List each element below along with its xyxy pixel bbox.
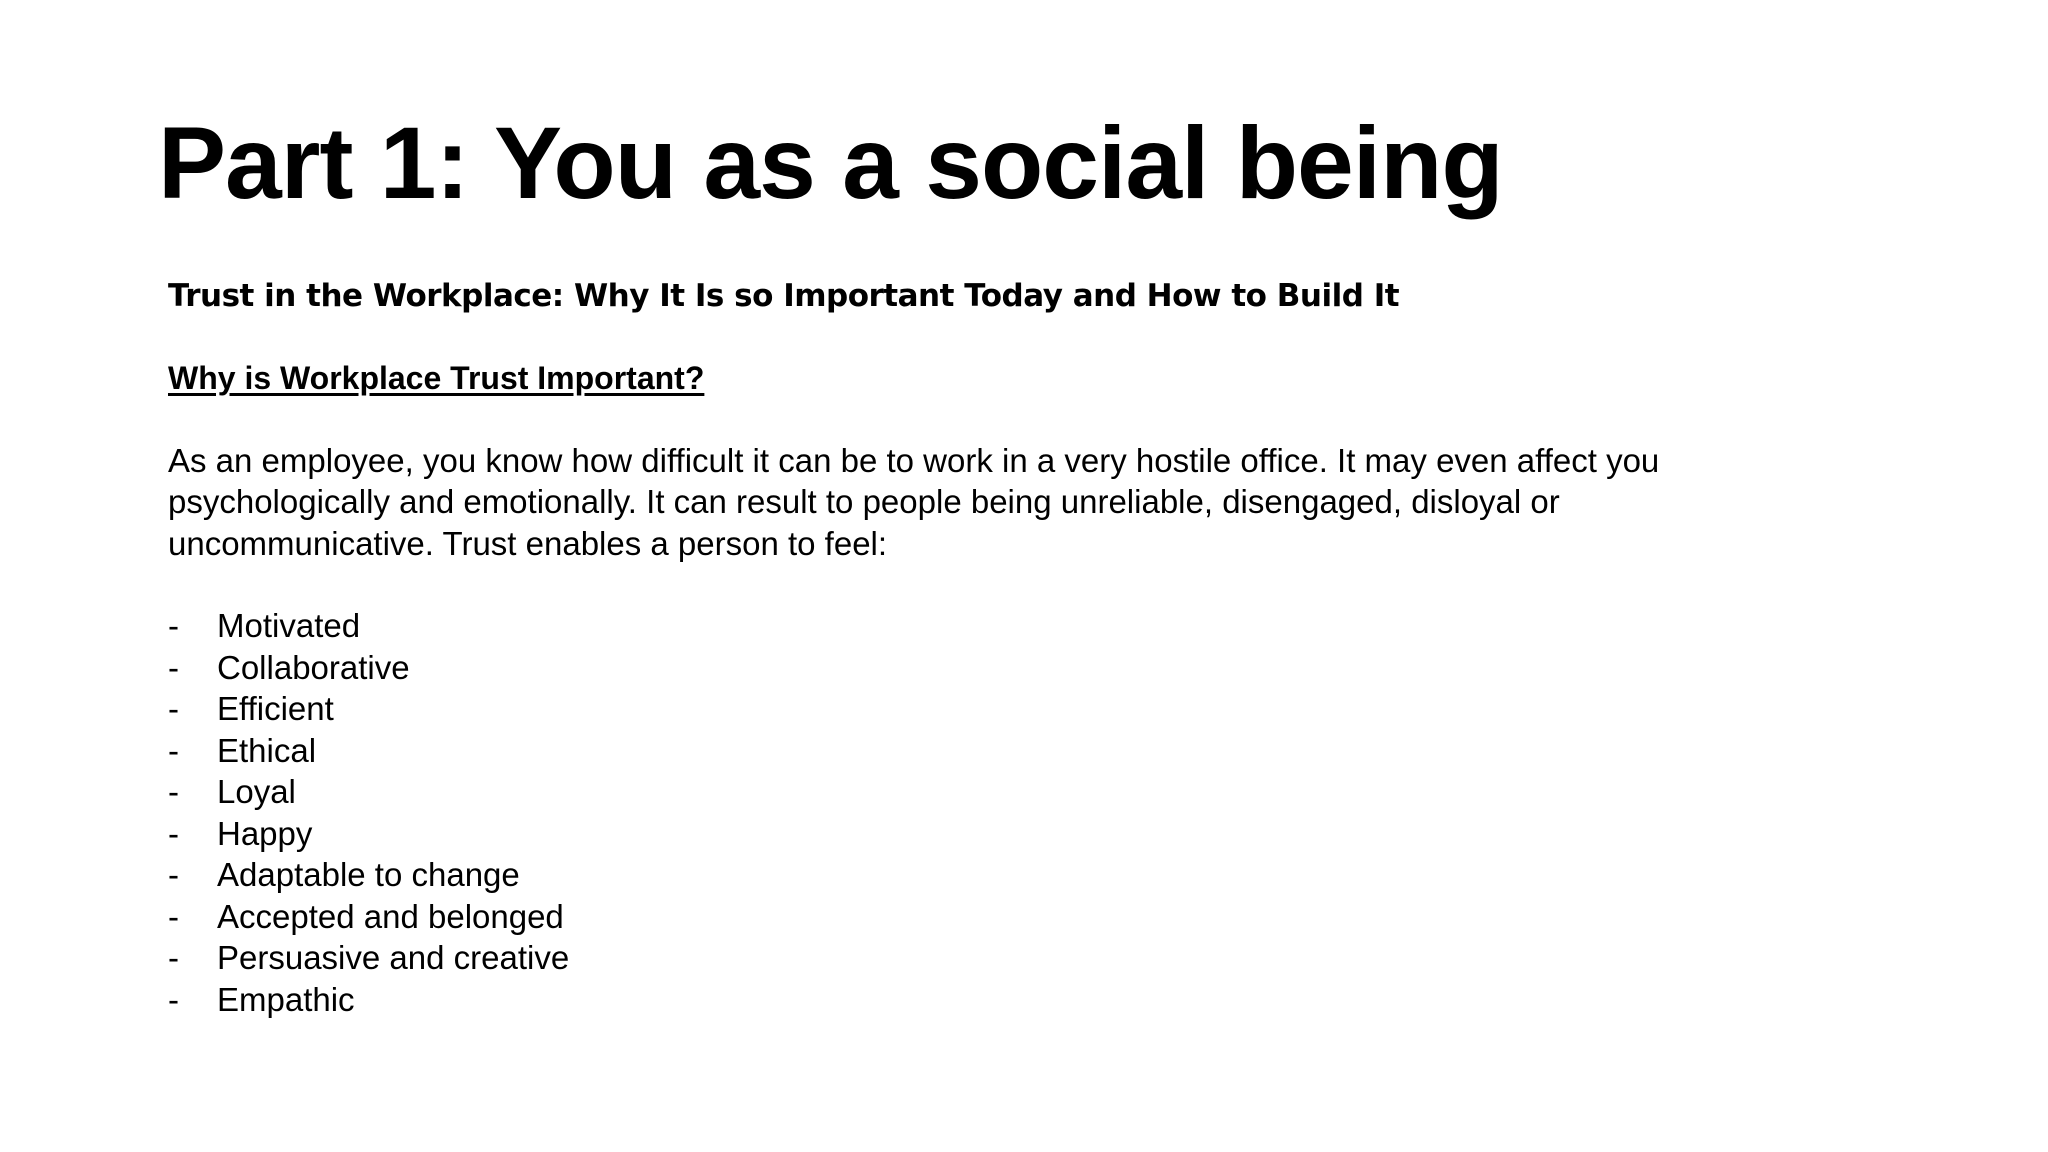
list-item (168, 813, 1928, 855)
list-item (168, 979, 1928, 1021)
bullet-dash: - (168, 773, 179, 811)
list-item (168, 605, 1928, 647)
slide-title: Part 1: You as a social being (158, 106, 1503, 220)
bullet-dash: - (168, 731, 179, 769)
slide-content (168, 276, 1928, 1020)
bullet-dash: - (168, 690, 179, 728)
bullet-dash: - (168, 939, 179, 977)
list-item (168, 730, 1928, 772)
document-heading: Trust in the Workplace: Why It Is so Important Today and How to Build It (168, 278, 1400, 314)
list-item-label: Ethical (217, 731, 317, 769)
body-paragraph: As an employee, you know how difficult it can be to work in a very hostile office. It may even affect you psychologically and emotionally. It can result to people being unreliable, disengaged, disloyal or uncommunicative. Trust enables a person to feel: (168, 441, 1660, 562)
list-item-label: Loyal (217, 773, 296, 811)
list-item (168, 854, 1928, 896)
list-item-label: Accepted and belonged (217, 897, 564, 935)
list-item-label: Collaborative (217, 648, 410, 686)
list-item-label: Happy (217, 814, 313, 852)
list-item-label: Persuasive and creative (217, 939, 570, 977)
feelings-list (168, 605, 1928, 1020)
bullet-dash: - (168, 814, 179, 852)
list-item-label: Adaptable to change (217, 856, 520, 894)
bullet-dash: - (168, 607, 179, 645)
list-item-label: Empathic (217, 980, 355, 1018)
list-item (168, 937, 1928, 979)
section-subheading: Why is Workplace Trust Important? (168, 360, 705, 397)
bullet-dash: - (168, 648, 179, 686)
list-item-label: Motivated (217, 607, 361, 645)
bullet-dash: - (168, 856, 179, 894)
list-item (168, 688, 1928, 730)
list-item-label: Efficient (217, 690, 334, 728)
bullet-dash: - (168, 897, 179, 935)
bullet-dash: - (168, 980, 179, 1018)
list-item (168, 647, 1928, 689)
list-item (168, 771, 1928, 813)
list-item (168, 896, 1928, 938)
